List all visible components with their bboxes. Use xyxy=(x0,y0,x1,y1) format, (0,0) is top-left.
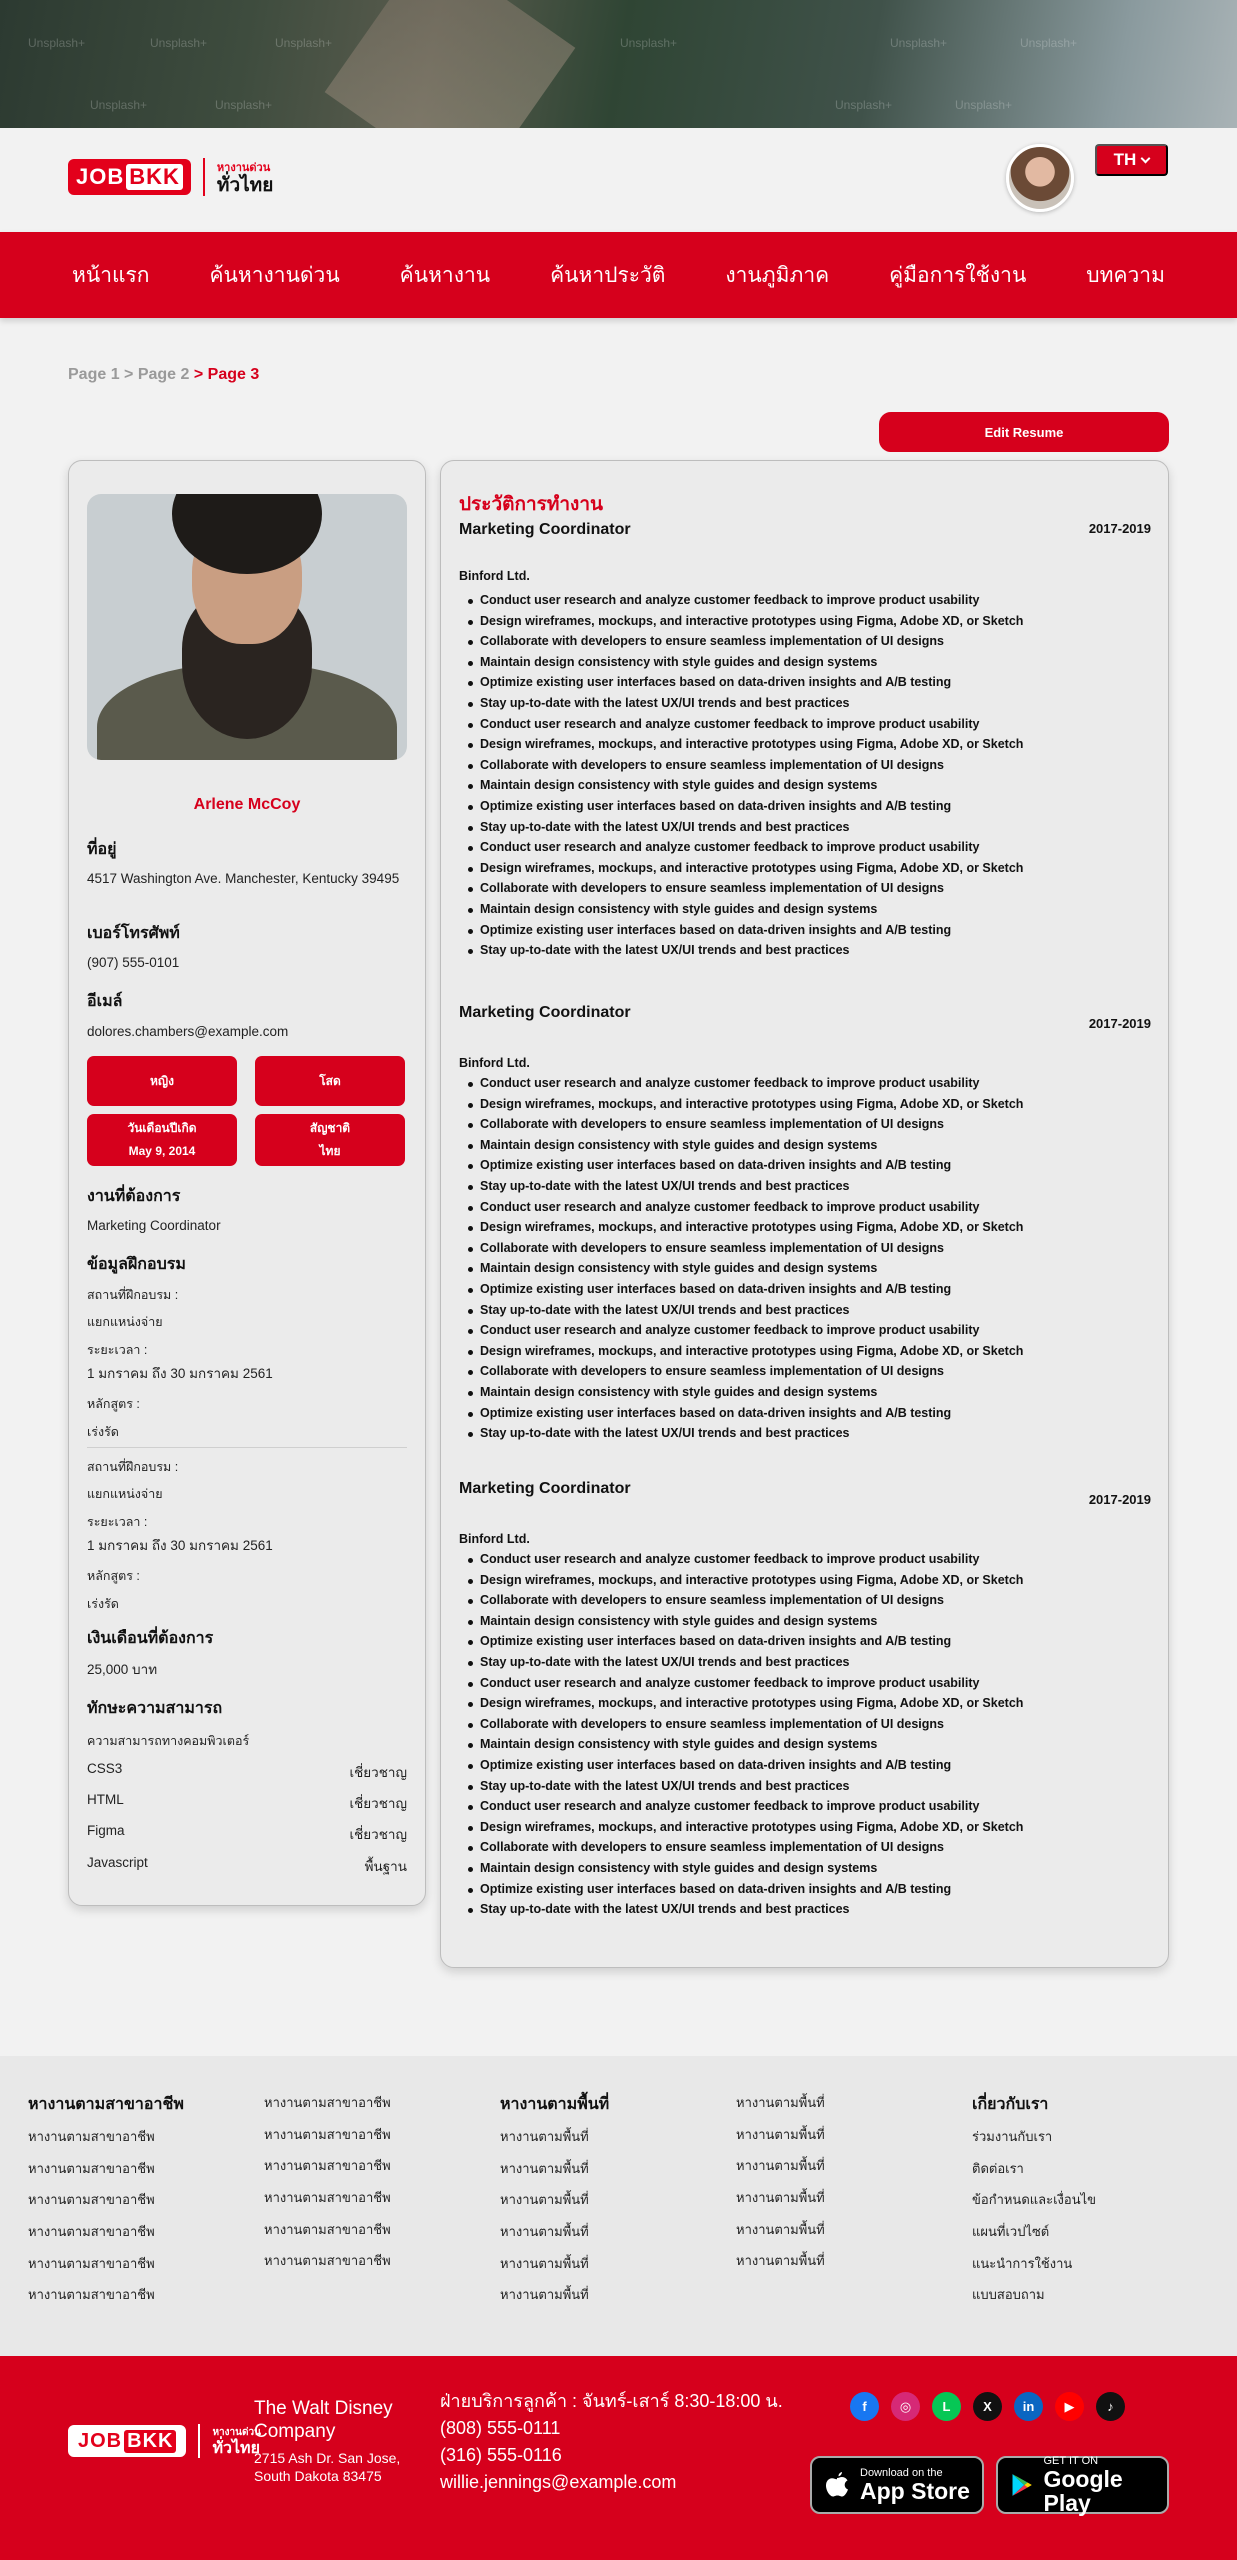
job-entry xyxy=(459,521,1151,971)
duty-item: Optimize existing user interfaces based on data-driven insights and A/B testing xyxy=(459,1279,1023,1300)
watermark: Unsplash+ xyxy=(890,36,948,50)
breadcrumb xyxy=(68,366,259,384)
job-company: Binford Ltd. xyxy=(459,1056,530,1070)
skill-row xyxy=(87,1855,407,1877)
email-label: อีเมล์ xyxy=(87,993,123,1010)
duty-item: Collaborate with developers to ensure seamless implementation of UI designs xyxy=(459,1238,1023,1259)
training-label: ข้อมูลฝึกอบรม xyxy=(87,1256,186,1273)
duty-item: Collaborate with developers to ensure seamless implementation of UI designs xyxy=(459,1714,1023,1735)
footer-link[interactable]: ข้อกำหนดและเงื่อนไข xyxy=(972,2192,1097,2208)
breadcrumb-separator: > xyxy=(189,366,208,383)
training-course: เร่งรัด xyxy=(87,1425,119,1439)
gender-tag xyxy=(87,1056,237,1106)
watermark: Unsplash+ xyxy=(1020,36,1078,50)
skills-label: ทักษะความสามารถ xyxy=(87,1700,223,1717)
skill-name: HTML xyxy=(87,1792,124,1807)
duty-item: Stay up-to-date with the latest UX/UI trends and best practices xyxy=(459,1423,1023,1444)
duty-item: Collaborate with developers to ensure seamless implementation of UI designs xyxy=(459,878,1023,899)
logo-text-inverse: BKK xyxy=(124,2430,176,2453)
duty-item: Design wireframes, mockups, and interactive prototypes using Figma, Adobe XD, or Sketch xyxy=(459,1217,1023,1238)
duty-item: Stay up-to-date with the latest UX/UI trends and best practices xyxy=(459,1652,1023,1673)
footer-email[interactable]: willie.jennings@example.com xyxy=(440,2472,677,2492)
skill-level: พื้นฐาน xyxy=(364,1859,407,1874)
footer-col-areas-2 xyxy=(736,2092,825,2282)
watermark: Unsplash+ xyxy=(835,98,893,112)
training-period-label: ระยะเวลา : xyxy=(87,1515,148,1529)
footer-heading: หางานตามพื้นที่ xyxy=(500,2096,610,2113)
duty-item: Stay up-to-date with the latest UX/UI trends and best practices xyxy=(459,1776,1023,1797)
training-place: แยกแหน่งจ่าย xyxy=(87,1487,163,1501)
divider xyxy=(87,1447,407,1448)
footer-links xyxy=(0,2056,1237,2356)
google-play-icon xyxy=(1010,2470,1033,2500)
duty-item: Maintain design consistency with style guides and design systems xyxy=(459,899,1023,920)
breadcrumb-page-2[interactable]: Page 2 xyxy=(137,366,190,383)
footer-phone-1[interactable]: (808) 555-0111 xyxy=(440,2418,561,2438)
watermark: Unsplash+ xyxy=(28,36,86,50)
training-course-label: หลักสูตร : xyxy=(87,1397,140,1411)
skill-row xyxy=(87,1761,407,1783)
skill-name: Javascript xyxy=(87,1855,148,1870)
address-value: 4517 Washington Ave. Manchester, Kentucky 39495 xyxy=(87,871,400,886)
nav-regional-jobs[interactable]: งานภูมิภาค xyxy=(725,263,830,287)
footer-link[interactable]: หางานตามพื้นที่ xyxy=(500,2287,589,2303)
dob-value: May 9, 2014 xyxy=(128,1144,196,1158)
tiktok-icon[interactable]: ♪ xyxy=(1096,2392,1125,2421)
duty-item: Conduct user research and analyze customer feedback to improve product usability xyxy=(459,590,1023,611)
linkedin-icon[interactable]: in xyxy=(1014,2392,1043,2421)
user-avatar[interactable] xyxy=(1006,144,1074,212)
skill-name: Figma xyxy=(87,1823,125,1838)
duty-item: Conduct user research and analyze customer feedback to improve product usability xyxy=(459,1197,1023,1218)
duty-item: Design wireframes, mockups, and interactive prototypes using Figma, Adobe XD, or Sketch xyxy=(459,858,1023,879)
main-nav xyxy=(0,232,1237,318)
nav-search-resumes[interactable]: ค้นหาประวัติ xyxy=(550,263,666,287)
duty-item: Conduct user research and analyze customer feedback to improve product usability xyxy=(459,1673,1023,1694)
logo-tagline-small: หางานด่วน xyxy=(212,2426,261,2438)
apple-icon xyxy=(824,2470,850,2500)
duty-item: Stay up-to-date with the latest UX/UI trends and best practices xyxy=(459,817,1023,838)
skill-level: เชี่ยวชาญ xyxy=(349,1765,407,1780)
status-value: โสด xyxy=(319,1073,341,1088)
duty-item: Stay up-to-date with the latest UX/UI trends and best practices xyxy=(459,1300,1023,1321)
job-years: 2017-2019 xyxy=(1088,1492,1151,1507)
duty-item: Conduct user research and analyze customer feedback to improve product usability xyxy=(459,1549,1023,1570)
training-period: 1 มกราคม ถึง 30 มกราคม 2561 xyxy=(87,1366,273,1381)
logo-tagline-big: ทั่วไทย xyxy=(212,2439,260,2457)
phone-label: เบอร์โทรศัพท์ xyxy=(87,925,180,942)
footer-link[interactable]: หางานตามสาขาอาชีพ xyxy=(264,2190,391,2206)
job-company: Binford Ltd. xyxy=(459,569,530,583)
footer-address: 2715 Ash Dr. San Jose, South Dakota 83475 xyxy=(254,2450,401,2484)
duty-item: Maintain design consistency with style guides and design systems xyxy=(459,1858,1023,1879)
duty-item: Stay up-to-date with the latest UX/UI trends and best practices xyxy=(459,940,1023,961)
job-role: Marketing Coordinator xyxy=(459,1004,631,1021)
footer-link[interactable]: หางานตามสาขาอาชีพ xyxy=(28,2192,155,2208)
footer-link[interactable]: แนะนำการใช้งาน xyxy=(972,2255,1073,2271)
duty-item: Maintain design consistency with style guides and design systems xyxy=(459,775,1023,796)
salary-value: 25,000 บาท xyxy=(87,1662,158,1677)
watermark: Unsplash+ xyxy=(90,98,148,112)
logo-text: JOB xyxy=(76,164,125,190)
skill-row xyxy=(87,1792,407,1814)
footer-link[interactable]: หางานตามพื้นที่ xyxy=(500,2192,589,2208)
duty-item: Optimize existing user interfaces based on data-driven insights and A/B testing xyxy=(459,1403,1023,1424)
footer-link[interactable]: หางานตามพื้นที่ xyxy=(736,2095,825,2110)
duty-item: Optimize existing user interfaces based on data-driven insights and A/B testing xyxy=(459,672,1023,693)
edit-resume-button[interactable]: Edit Resume xyxy=(879,412,1169,452)
duty-item: Optimize existing user interfaces based on data-driven insights and A/B testing xyxy=(459,1631,1023,1652)
hero-banner xyxy=(0,0,1237,128)
google-play-button[interactable] xyxy=(996,2454,1169,2517)
footer-link[interactable]: หางานตามพื้นที่ xyxy=(736,2158,825,2174)
footer-link[interactable]: หางานตามพื้นที่ xyxy=(736,2126,825,2142)
job-duties xyxy=(459,590,1023,961)
duty-item: Collaborate with developers to ensure seamless implementation of UI designs xyxy=(459,1837,1023,1858)
duty-item: Conduct user research and analyze customer feedback to improve product usability xyxy=(459,1796,1023,1817)
training-course-label: หลักสูตร : xyxy=(87,1569,140,1583)
nav-user-guide[interactable]: คู่มือการใช้งาน xyxy=(889,263,1027,287)
chevron-down-icon xyxy=(1141,153,1151,163)
site-logo[interactable] xyxy=(68,158,273,197)
duty-item: Maintain design consistency with style guides and design systems xyxy=(459,1734,1023,1755)
footer-link[interactable]: หางานตามสาขาอาชีพ xyxy=(264,2221,391,2237)
instagram-icon[interactable]: ◎ xyxy=(891,2392,920,2421)
footer-link[interactable]: หางานตามพื้นที่ xyxy=(500,2255,589,2271)
job-role: Marketing Coordinator xyxy=(459,1480,631,1497)
footer-link[interactable]: หางานตามสาขาอาชีพ xyxy=(28,2160,155,2176)
gender-value: หญิง xyxy=(150,1073,174,1088)
duty-item: Optimize existing user interfaces based on data-driven insights and A/B testing xyxy=(459,796,1023,817)
footer-link[interactable]: ร่วมงานกับเรา xyxy=(972,2129,1053,2144)
duty-item: Design wireframes, mockups, and interactive prototypes using Figma, Adobe XD, or Sketch xyxy=(459,1570,1023,1591)
watermark: Unsplash+ xyxy=(275,36,333,50)
duty-item: Optimize existing user interfaces based on data-driven insights and A/B testing xyxy=(459,1879,1023,1900)
duty-item: Design wireframes, mockups, and interactive prototypes using Figma, Adobe XD, or Sketch xyxy=(459,1817,1023,1838)
salary-label: เงินเดือนที่ต้องการ xyxy=(87,1630,214,1647)
breadcrumb-page-3: Page 3 xyxy=(207,366,260,383)
experience-title: ประวัติการทำงาน xyxy=(459,494,603,515)
duty-item: Optimize existing user interfaces based on data-driven insights and A/B testing xyxy=(459,1755,1023,1776)
nav-articles[interactable]: บทความ xyxy=(1086,263,1165,287)
duty-item: Conduct user research and analyze customer feedback to improve product usability xyxy=(459,714,1023,735)
footer-logo[interactable] xyxy=(68,2424,261,2458)
footer-col-areas xyxy=(500,2092,609,2316)
footer-bottom xyxy=(0,2356,1237,2560)
footer-link[interactable]: ติดต่อเรา xyxy=(972,2160,1024,2176)
footer-col-about xyxy=(972,2092,1096,2316)
duty-item: Design wireframes, mockups, and interactive prototypes using Figma, Adobe XD, or Sketch xyxy=(459,734,1023,755)
nav-search-jobs[interactable]: ค้นหางาน xyxy=(399,263,491,287)
x-icon[interactable]: X xyxy=(973,2392,1002,2421)
desired-job-value: Marketing Coordinator xyxy=(87,1218,221,1233)
footer-heading: หางานตามสาขาอาชีพ xyxy=(28,2096,184,2113)
job-years: 2017-2019 xyxy=(1088,521,1151,536)
duty-item: Design wireframes, mockups, and interactive prototypes using Figma, Adobe XD, or Sketch xyxy=(459,1341,1023,1362)
footer-link[interactable]: หางานตามสาขาอาชีพ xyxy=(264,2126,391,2142)
training-place: แยกแหน่งจ่าย xyxy=(87,1315,163,1329)
logo-text-inverse: BKK xyxy=(126,164,183,190)
gplay-big: Google Play xyxy=(1043,2465,1123,2517)
duty-item: Collaborate with developers to ensure seamless implementation of UI designs xyxy=(459,755,1023,776)
duty-item: Maintain design consistency with style guides and design systems xyxy=(459,1382,1023,1403)
skills-subtitle: ความสามารถทางคอมพิวเตอร์ xyxy=(87,1734,250,1748)
desired-job-label: งานที่ต้องการ xyxy=(87,1188,181,1205)
address-label: ที่อยู่ xyxy=(87,841,117,858)
nationality-value: ไทย xyxy=(319,1144,341,1158)
watermark: Unsplash+ xyxy=(955,98,1013,112)
footer-company: The Walt Disney Company xyxy=(254,2398,393,2442)
duty-item: Conduct user research and analyze customer feedback to improve product usability xyxy=(459,837,1023,858)
duty-item: Design wireframes, mockups, and interactive prototypes using Figma, Adobe XD, or Sketch xyxy=(459,1693,1023,1714)
app-store-button[interactable] xyxy=(810,2456,984,2514)
profile-name: Arlene McCoy xyxy=(193,796,301,813)
watermark: Unsplash+ xyxy=(215,98,273,112)
job-duties xyxy=(459,1549,1023,1920)
footer-link[interactable]: หางานตามสาขาอาชีพ xyxy=(264,2253,391,2269)
training-course: เร่งรัด xyxy=(87,1597,119,1611)
line-icon[interactable]: L xyxy=(932,2392,961,2421)
duty-item: Maintain design consistency with style guides and design systems xyxy=(459,1258,1023,1279)
training-place-label: สถานที่ฝึกอบรม : xyxy=(87,1288,179,1302)
skill-level: เชี่ยวชาญ xyxy=(349,1796,407,1811)
duty-item: Optimize existing user interfaces based on data-driven insights and A/B testing xyxy=(459,1155,1023,1176)
job-years: 2017-2019 xyxy=(1088,1016,1151,1031)
watermark: Unsplash+ xyxy=(150,36,208,50)
breadcrumb-page-1[interactable]: Page 1 xyxy=(68,366,120,383)
language-label: TH xyxy=(1113,150,1137,169)
dob-tag xyxy=(87,1114,237,1166)
duty-item: Collaborate with developers to ensure seamless implementation of UI designs xyxy=(459,631,1023,652)
footer-link[interactable]: หางานตามพื้นที่ xyxy=(500,2224,589,2240)
skill-level: เชี่ยวชาญ xyxy=(349,1827,407,1842)
profile-card xyxy=(68,460,426,1906)
training-place-label: สถานที่ฝึกอบรม : xyxy=(87,1460,179,1474)
profile-photo xyxy=(87,494,407,760)
duty-item: Collaborate with developers to ensure seamless implementation of UI designs xyxy=(459,1590,1023,1611)
duty-item: Design wireframes, mockups, and interactive prototypes using Figma, Adobe XD, or Sketch xyxy=(459,611,1023,632)
footer-link[interactable]: หางานตามพื้นที่ xyxy=(500,2129,589,2144)
footer-heading: เกี่ยวกับเรา xyxy=(972,2096,1049,2113)
service-hours: ฝ่ายบริการลูกค้า : จันทร์-เสาร์ 8:30-18:00 น. xyxy=(440,2391,783,2411)
facebook-icon[interactable]: f xyxy=(850,2392,879,2421)
footer-link[interactable]: หางานตามสาขาอาชีพ xyxy=(28,2129,155,2144)
job-entry xyxy=(459,1004,1151,1454)
nationality-label: สัญชาติ xyxy=(309,1121,351,1136)
breadcrumb-separator: > xyxy=(119,366,138,383)
duty-item: Maintain design consistency with style guides and design systems xyxy=(459,652,1023,673)
duty-item: Conduct user research and analyze customer feedback to improve product usability xyxy=(459,1073,1023,1094)
youtube-icon[interactable]: ▶ xyxy=(1055,2392,1084,2421)
nav-urgent-jobs[interactable]: ค้นหางานด่วน xyxy=(209,263,340,287)
footer-col-professions-2 xyxy=(264,2092,391,2282)
footer-link[interactable]: หางานตามสาขาอาชีพ xyxy=(264,2158,391,2174)
training-period-label: ระยะเวลา : xyxy=(87,1343,148,1357)
phone-value: (907) 555-0101 xyxy=(87,955,180,970)
duty-item: Stay up-to-date with the latest UX/UI trends and best practices xyxy=(459,1899,1023,1920)
skill-name: CSS3 xyxy=(87,1761,123,1776)
logo-tagline-small: หางานด่วน xyxy=(216,162,271,174)
footer-phone-2[interactable]: (316) 555-0116 xyxy=(440,2445,562,2465)
job-role: Marketing Coordinator xyxy=(459,521,631,538)
job-entry xyxy=(459,1480,1151,1930)
dob-label: วันเดือนปีเกิด xyxy=(127,1121,197,1136)
footer-link[interactable]: หางานตามสาขาอาชีพ xyxy=(28,2224,155,2240)
duty-item: Stay up-to-date with the latest UX/UI trends and best practices xyxy=(459,693,1023,714)
logo-text: JOB xyxy=(78,2429,123,2452)
footer-link[interactable]: หางานตามพื้นที่ xyxy=(500,2160,589,2176)
duty-item: Collaborate with developers to ensure seamless implementation of UI designs xyxy=(459,1361,1023,1382)
duty-item: Maintain design consistency with style guides and design systems xyxy=(459,1135,1023,1156)
footer-link[interactable]: แบบสอบถาม xyxy=(972,2287,1045,2303)
footer-link[interactable]: หางานตามสาขาอาชีพ xyxy=(28,2255,155,2271)
appstore-big: App Store xyxy=(860,2477,970,2504)
gplay-small: GET IT ON xyxy=(1043,2454,1099,2467)
footer-link[interactable]: หางานตามพื้นที่ xyxy=(736,2190,825,2206)
footer-link[interactable]: หางานตามพื้นที่ xyxy=(736,2221,825,2237)
duty-item: Design wireframes, mockups, and interactive prototypes using Figma, Adobe XD, or Sketch xyxy=(459,1094,1023,1115)
duty-item: Maintain design consistency with style guides and design systems xyxy=(459,1611,1023,1632)
appstore-small: Download on the xyxy=(860,2466,943,2479)
job-company: Binford Ltd. xyxy=(459,1532,530,1546)
duty-item: Conduct user research and analyze customer feedback to improve product usability xyxy=(459,1320,1023,1341)
nationality-tag xyxy=(255,1114,405,1166)
duty-item: Stay up-to-date with the latest UX/UI trends and best practices xyxy=(459,1176,1023,1197)
footer-link[interactable]: แผนที่เวปไซต์ xyxy=(972,2224,1050,2240)
nav-home[interactable]: หน้าแรก xyxy=(72,263,150,287)
duty-item: Collaborate with developers to ensure seamless implementation of UI designs xyxy=(459,1114,1023,1135)
watermark: Unsplash+ xyxy=(620,36,678,50)
status-tag xyxy=(255,1056,405,1106)
footer-col-professions xyxy=(28,2092,184,2316)
experience-card xyxy=(440,460,1169,1968)
language-selector[interactable] xyxy=(1095,144,1168,176)
job-duties xyxy=(459,1073,1023,1444)
duty-item: Optimize existing user interfaces based on data-driven insights and A/B testing xyxy=(459,920,1023,941)
training-period: 1 มกราคม ถึง 30 มกราคม 2561 xyxy=(87,1538,273,1553)
footer-link[interactable]: หางานตามสาขาอาชีพ xyxy=(28,2287,155,2303)
footer-link[interactable]: หางานตามสาขาอาชีพ xyxy=(264,2095,391,2110)
logo-tagline-big: ทั่วไทย xyxy=(216,175,274,196)
skill-row xyxy=(87,1823,407,1845)
footer-link[interactable]: หางานตามพื้นที่ xyxy=(736,2253,825,2269)
footer-contact xyxy=(440,2388,783,2496)
social-links xyxy=(850,2392,1125,2421)
email-value: dolores.chambers@example.com xyxy=(87,1024,289,1039)
